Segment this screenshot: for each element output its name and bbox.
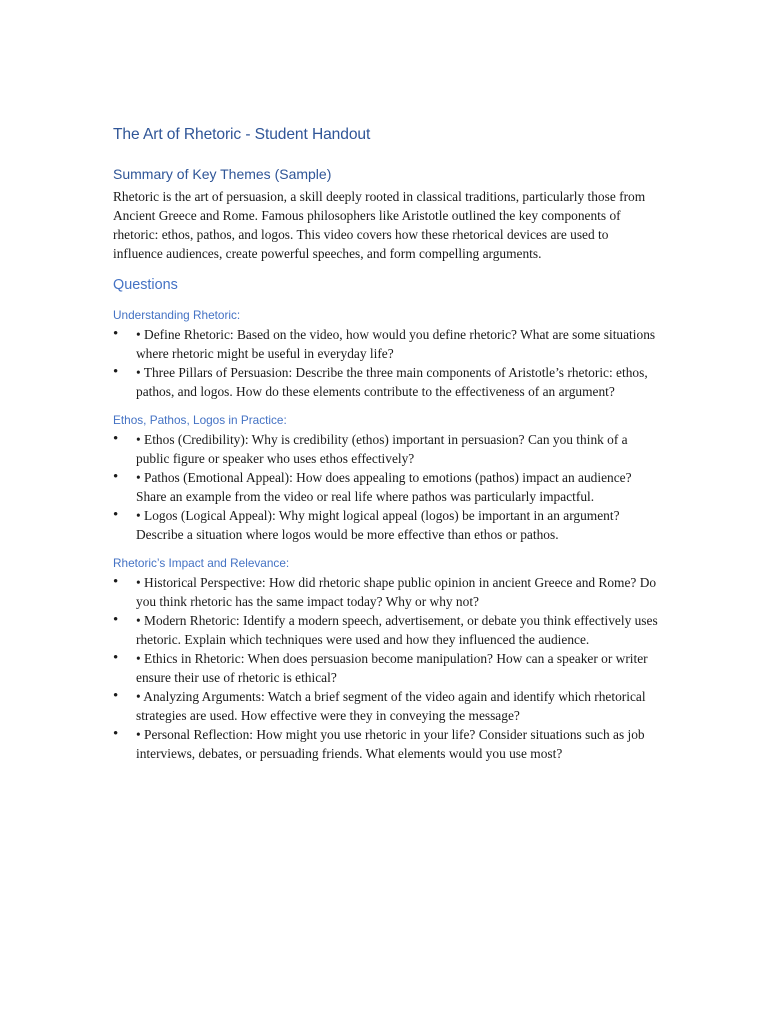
summary-heading: Summary of Key Themes (Sample): [113, 166, 332, 182]
section-understanding-rhetoric: [113, 307, 658, 401]
question-text: • Ethos (Credibility): Why is credibility (ethos) important in persuasion? Can you think of a public figure or speaker who uses ethos effectively?: [136, 432, 628, 466]
question-text: • Three Pillars of Persuasion: Describe the three main components of Aristotle’s rhetoric: ethos, pathos, and logos. How do these elements contribute to the effectiveness of an argument?: [136, 365, 648, 399]
section-impact-relevance: [113, 555, 658, 763]
bullet-icon: •: [113, 431, 119, 447]
bullet-icon: •: [113, 507, 119, 523]
section-heading: Rhetoric’s Impact and Relevance:: [113, 556, 290, 570]
bullet-icon: •: [113, 612, 119, 628]
question-item: [113, 649, 658, 687]
summary-paragraph: Rhetoric is the art of persuasion, a skill deeply rooted in classical traditions, particularly those from Ancient Greece and Rome. Famous philosophers like Aristotle outlined the key components of rhetoric: ethos, pathos, and logos. This video covers how these rhetorical devices are used to influence audiences, create powerful speeches, and form compelling arguments.: [113, 189, 646, 261]
section-ethos-pathos-logos: [113, 412, 658, 544]
questions-heading: Questions: [113, 277, 178, 293]
bullet-icon: •: [113, 688, 119, 704]
question-list: [113, 325, 658, 401]
question-list: [113, 430, 658, 544]
question-item: [113, 363, 658, 401]
bullet-icon: •: [113, 326, 119, 342]
bullet-icon: •: [113, 574, 119, 590]
document-title: The Art of Rhetoric - Student Handout: [113, 126, 371, 143]
question-item: [113, 468, 658, 506]
question-text: • Personal Reflection: How might you use rhetoric in your life? Consider situations such as job interviews, debates, or persuading friends. What elements would you use most?: [136, 727, 645, 761]
question-item: [113, 573, 658, 611]
bullet-icon: •: [113, 364, 119, 380]
bullet-icon: •: [113, 726, 119, 742]
question-item: [113, 687, 658, 725]
question-text: • Define Rhetoric: Based on the video, how would you define rhetoric? What are some situations where rhetoric might be useful in everyday life?: [136, 327, 656, 361]
question-text: • Analyzing Arguments: Watch a brief segment of the video again and identify which rhetorical strategies are used. How effective were they in conveying the message?: [136, 689, 646, 723]
question-item: [113, 725, 658, 763]
question-list: [113, 573, 658, 763]
bullet-icon: •: [113, 650, 119, 666]
question-item: [113, 611, 658, 649]
document-page: [113, 124, 658, 774]
question-item: [113, 506, 658, 544]
bullet-icon: •: [113, 469, 119, 485]
question-text: • Pathos (Emotional Appeal): How does appealing to emotions (pathos) impact an audience? Share an example from the video or real life where pathos was particularly impactful.: [136, 470, 632, 504]
question-text: • Modern Rhetoric: Identify a modern speech, advertisement, or debate you think effectively uses rhetoric. Explain which techniques were used and how they influenced the audience.: [136, 613, 658, 647]
question-text: • Historical Perspective: How did rhetoric shape public opinion in ancient Greece and Rome? Do you think rhetoric has the same impact today? Why or why not?: [136, 575, 657, 609]
section-heading: Understanding Rhetoric:: [113, 308, 241, 322]
question-text: • Logos (Logical Appeal): Why might logical appeal (logos) be important in an argument? Describe a situation where logos would be more effective than ethos or pathos.: [136, 508, 620, 542]
section-heading: Ethos, Pathos, Logos in Practice:: [113, 413, 287, 427]
question-text: • Ethics in Rhetoric: When does persuasion become manipulation? How can a speaker or writer ensure their use of rhetoric is ethical?: [136, 651, 648, 685]
question-item: [113, 430, 658, 468]
question-item: [113, 325, 658, 363]
